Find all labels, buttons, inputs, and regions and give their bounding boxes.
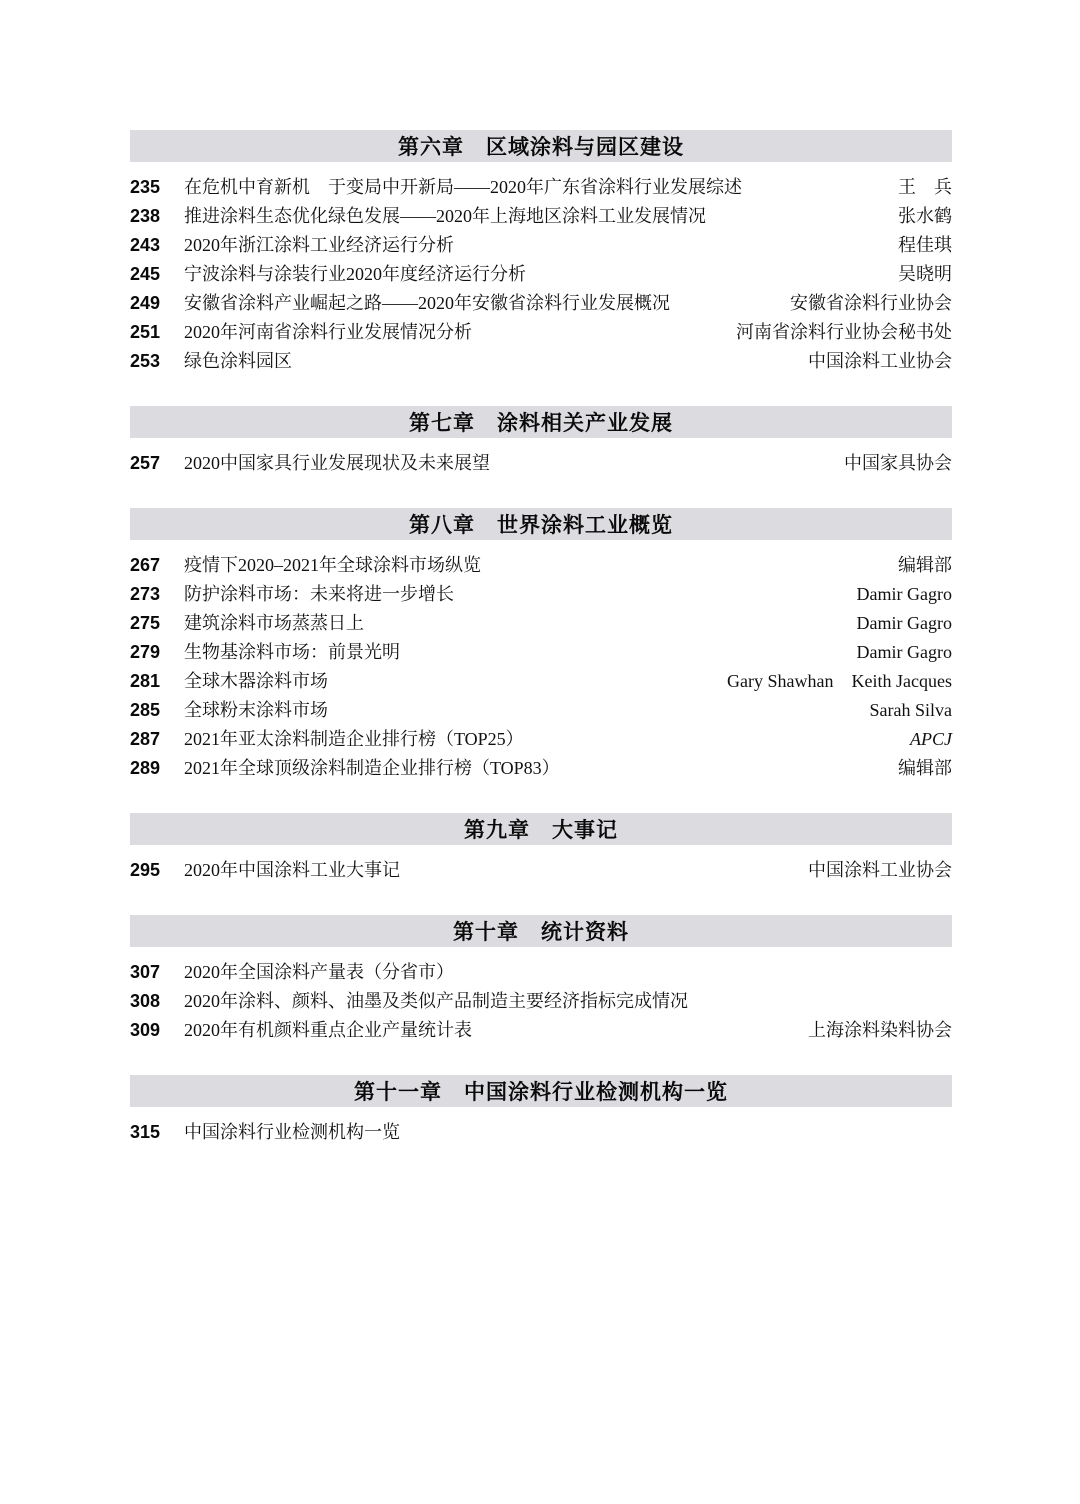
entry-authors: Damir Gagro xyxy=(856,613,952,633)
toc-section xyxy=(130,1075,952,1147)
toc-entry xyxy=(130,231,952,260)
toc-entry xyxy=(130,318,952,347)
entry-page-number: 279 xyxy=(130,642,161,662)
toc-section xyxy=(130,508,952,783)
toc-entry xyxy=(130,856,952,885)
entry-title: 2020年中国涂料工业大事记 xyxy=(184,860,400,880)
entry-title: 2021年全球顶级涂料制造企业排行榜（TOP83） xyxy=(184,758,560,778)
entry-title: 2020中国家具行业发展现状及未来展望 xyxy=(184,453,490,473)
entry-title: 宁波涂料与涂装行业2020年度经济运行分析 xyxy=(184,264,526,284)
toc-section xyxy=(130,406,952,478)
chapter-heading-band xyxy=(130,915,952,947)
chapter-entries xyxy=(130,1118,952,1147)
entry-page-number: 295 xyxy=(130,860,161,880)
entry-page-number: 243 xyxy=(130,235,161,255)
toc-entry xyxy=(130,958,952,987)
toc-entry xyxy=(130,551,952,580)
chapter-entries xyxy=(130,449,952,478)
chapter-title: 第七章 涂料相关产业发展 xyxy=(409,412,673,435)
toc-entry xyxy=(130,725,952,754)
chapter-entries xyxy=(130,958,952,1045)
chapter-title: 第十一章 中国涂料行业检测机构一览 xyxy=(354,1081,728,1104)
toc-section xyxy=(130,813,952,885)
entry-title: 2021年亚太涂料制造企业排行榜（TOP25） xyxy=(184,729,524,749)
toc-entry xyxy=(130,638,952,667)
toc-entry xyxy=(130,202,952,231)
toc-entry xyxy=(130,580,952,609)
entry-authors: 中国涂料工业协会 xyxy=(808,351,952,371)
entry-page-number: 253 xyxy=(130,351,161,371)
entry-authors: 王 兵 xyxy=(898,177,952,197)
toc-section xyxy=(130,915,952,1045)
entry-page-number: 238 xyxy=(130,206,161,226)
entry-authors: Sarah Silva xyxy=(869,700,952,720)
entry-page-number: 245 xyxy=(130,264,161,284)
chapter-title: 第八章 世界涂料工业概览 xyxy=(409,514,673,537)
toc-entry xyxy=(130,609,952,638)
entry-page-number: 285 xyxy=(130,700,161,720)
entry-page-number: 235 xyxy=(130,177,161,197)
entry-title: 2020年有机颜料重点企业产量统计表 xyxy=(184,1020,472,1040)
entry-title: 全球木器涂料市场 xyxy=(184,671,328,691)
entry-authors: 中国涂料工业协会 xyxy=(808,860,952,880)
toc-entry xyxy=(130,667,952,696)
toc-entry xyxy=(130,1118,952,1147)
toc-entry xyxy=(130,696,952,725)
entry-title: 疫情下2020–2021年全球涂料市场纵览 xyxy=(184,555,481,575)
entry-authors: 吴晓明 xyxy=(898,264,952,284)
entry-page-number: 289 xyxy=(130,758,161,778)
toc-entry xyxy=(130,347,952,376)
entry-title: 在危机中育新机 于变局中开新局——2020年广东省涂料行业发展综述 xyxy=(184,177,742,197)
entry-title: 2020年全国涂料产量表（分省市） xyxy=(184,962,454,982)
chapter-title: 第九章 大事记 xyxy=(464,819,618,842)
entry-title: 防护涂料市场：未来将进一步增长 xyxy=(184,584,454,604)
chapter-heading-band xyxy=(130,406,952,438)
toc-entry xyxy=(130,754,952,783)
toc-entry xyxy=(130,1016,952,1045)
entry-page-number: 287 xyxy=(130,729,161,749)
chapter-title: 第六章 区域涂料与园区建设 xyxy=(398,136,684,159)
entry-authors: 编辑部 xyxy=(898,758,952,778)
entry-page-number: 249 xyxy=(130,293,161,313)
entry-page-number: 267 xyxy=(130,555,161,575)
entry-authors: Damir Gagro xyxy=(856,642,952,662)
entry-page-number: 308 xyxy=(130,991,161,1011)
entry-authors: 上海涂料染料协会 xyxy=(808,1020,952,1040)
chapter-entries xyxy=(130,856,952,885)
toc-entry xyxy=(130,173,952,202)
entry-authors: 河南省涂料行业协会秘书处 xyxy=(736,322,952,342)
entry-title: 推进涂料生态优化绿色发展——2020年上海地区涂料工业发展情况 xyxy=(184,206,706,226)
entry-page-number: 307 xyxy=(130,962,161,982)
toc-entry xyxy=(130,289,952,318)
entry-authors: 中国家具协会 xyxy=(844,453,952,473)
chapter-heading-band xyxy=(130,508,952,540)
entry-page-number: 273 xyxy=(130,584,161,604)
entry-page-number: 251 xyxy=(130,322,161,342)
chapter-entries xyxy=(130,173,952,376)
entry-title: 全球粉末涂料市场 xyxy=(184,700,328,720)
entry-title: 2020年河南省涂料行业发展情况分析 xyxy=(184,322,472,342)
entry-title: 绿色涂料园区 xyxy=(184,351,292,371)
entry-title: 安徽省涂料产业崛起之路——2020年安徽省涂料行业发展概况 xyxy=(184,293,670,313)
entry-page-number: 275 xyxy=(130,613,161,633)
entry-authors: APCJ xyxy=(910,729,952,749)
entry-page-number: 309 xyxy=(130,1020,161,1040)
entry-authors: Gary Shawhan Keith Jacques xyxy=(727,671,952,691)
toc-section xyxy=(130,130,952,376)
chapter-title: 第十章 统计资料 xyxy=(453,921,629,944)
entry-authors: 程佳琪 xyxy=(898,235,952,255)
entry-authors: Damir Gagro xyxy=(856,584,952,604)
chapter-heading-band xyxy=(130,1075,952,1107)
entry-title: 建筑涂料市场蒸蒸日上 xyxy=(184,613,364,633)
entry-page-number: 315 xyxy=(130,1122,161,1142)
entry-page-number: 257 xyxy=(130,453,161,473)
entry-title: 2020年涂料、颜料、油墨及类似产品制造主要经济指标完成情况 xyxy=(184,991,688,1011)
entry-title: 2020年浙江涂料工业经济运行分析 xyxy=(184,235,454,255)
chapter-heading-band xyxy=(130,130,952,162)
toc-entry xyxy=(130,449,952,478)
toc-content xyxy=(130,130,952,1177)
entry-title: 生物基涂料市场：前景光明 xyxy=(184,642,400,662)
entry-authors: 张水鹤 xyxy=(898,206,952,226)
entry-title: 中国涂料行业检测机构一览 xyxy=(184,1122,400,1142)
chapter-entries xyxy=(130,551,952,783)
toc-entry xyxy=(130,260,952,289)
entry-authors: 编辑部 xyxy=(898,555,952,575)
toc-entry xyxy=(130,987,952,1016)
entry-page-number: 281 xyxy=(130,671,161,691)
chapter-heading-band xyxy=(130,813,952,845)
entry-authors: 安徽省涂料行业协会 xyxy=(790,293,952,313)
